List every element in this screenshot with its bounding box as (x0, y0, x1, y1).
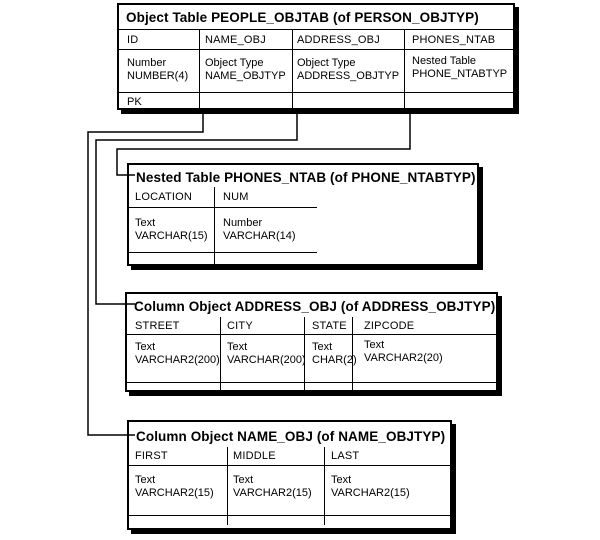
row-divider (129, 207, 317, 208)
column-typedef: VARCHAR2(15) (233, 487, 312, 499)
row-divider (129, 465, 450, 466)
column-header: LAST (331, 450, 360, 462)
column-typedef: VARCHAR2(15) (135, 487, 214, 499)
column-header: ID (127, 34, 139, 46)
column-divider (214, 187, 215, 265)
column-type: Text (312, 341, 333, 353)
column-header: ADDRESS_OBJ (297, 34, 380, 46)
column-type-cell (312, 341, 357, 367)
column-type-cell (135, 217, 208, 243)
row-divider (119, 49, 513, 50)
table-phones-ntab (127, 163, 479, 266)
column-divider (324, 447, 325, 525)
column-type: Text (331, 474, 352, 486)
primary-key-label: PK (127, 96, 142, 108)
column-type: Object Type (297, 57, 356, 69)
column-header: MIDDLE (233, 450, 276, 462)
table-title: Column Object NAME_OBJ (of NAME_OBJTYP) (136, 429, 446, 444)
column-type: Nested Table (412, 55, 477, 67)
column-typedef: PHONE_NTABTYP (412, 68, 508, 80)
row-divider (119, 92, 513, 93)
column-type: Text (135, 217, 156, 229)
column-header: ZIPCODE (364, 320, 415, 332)
row-divider (127, 382, 496, 383)
row-divider (129, 515, 450, 516)
column-header: CITY (227, 320, 253, 332)
column-divider (220, 317, 221, 390)
column-type: Object Type (205, 57, 264, 69)
column-typedef: NUMBER(4) (127, 70, 189, 82)
column-type-cell (127, 57, 188, 83)
column-divider (404, 29, 405, 108)
column-typedef: VARCHAR2(20) (364, 352, 443, 364)
column-typedef: ADDRESS_OBJTYP (297, 70, 400, 82)
column-type-cell (331, 474, 410, 500)
column-header: LOCATION (135, 191, 193, 203)
column-type: Text (364, 339, 385, 351)
column-typedef: NAME_OBJTYP (205, 70, 286, 82)
table-title: Object Table PEOPLE_OBJTAB (of PERSON_OBJTYP) (126, 10, 479, 25)
column-typedef: CHAR(2) (312, 354, 357, 366)
column-header: STREET (135, 320, 180, 332)
row-divider (127, 334, 496, 335)
table-title: Column Object ADDRESS_OBJ (of ADDRESS_OBJTYP) (134, 299, 496, 314)
column-type-cell (223, 217, 296, 243)
column-typedef: VARCHAR2(200) (135, 354, 220, 366)
column-type-cell (205, 57, 286, 83)
column-type: Number (127, 57, 167, 69)
column-header: NAME_OBJ (205, 34, 266, 46)
column-divider (292, 29, 293, 108)
column-type: Number (223, 217, 263, 229)
column-type-cell (135, 341, 220, 367)
column-divider (199, 29, 200, 108)
table-name-obj (127, 420, 452, 530)
column-typedef: VARCHAR(15) (135, 230, 208, 242)
row-divider (119, 29, 513, 30)
column-type: Text (135, 474, 156, 486)
table-title: Nested Table PHONES_NTAB (of PHONE_NTABTYP) (136, 170, 476, 185)
column-typedef: VARCHAR(200) (227, 354, 306, 366)
column-header: NUM (223, 191, 249, 203)
column-typedef: VARCHAR(14) (223, 230, 296, 242)
table-address-obj (125, 292, 498, 392)
column-type-cell (364, 339, 443, 365)
column-type-cell (297, 57, 399, 83)
column-type: Text (233, 474, 254, 486)
column-header: PHONES_NTAB (412, 34, 496, 46)
column-type: Text (227, 341, 248, 353)
column-type-cell (233, 474, 312, 500)
column-header: FIRST (135, 450, 168, 462)
column-type: Text (135, 341, 156, 353)
table-people-objtab (117, 3, 515, 110)
column-type-cell (227, 341, 306, 367)
column-header: STATE (312, 320, 347, 332)
column-divider (227, 447, 228, 525)
column-type-cell (135, 474, 214, 500)
column-typedef: VARCHAR2(15) (331, 487, 410, 499)
row-divider (129, 252, 317, 253)
column-type-cell (412, 55, 507, 81)
